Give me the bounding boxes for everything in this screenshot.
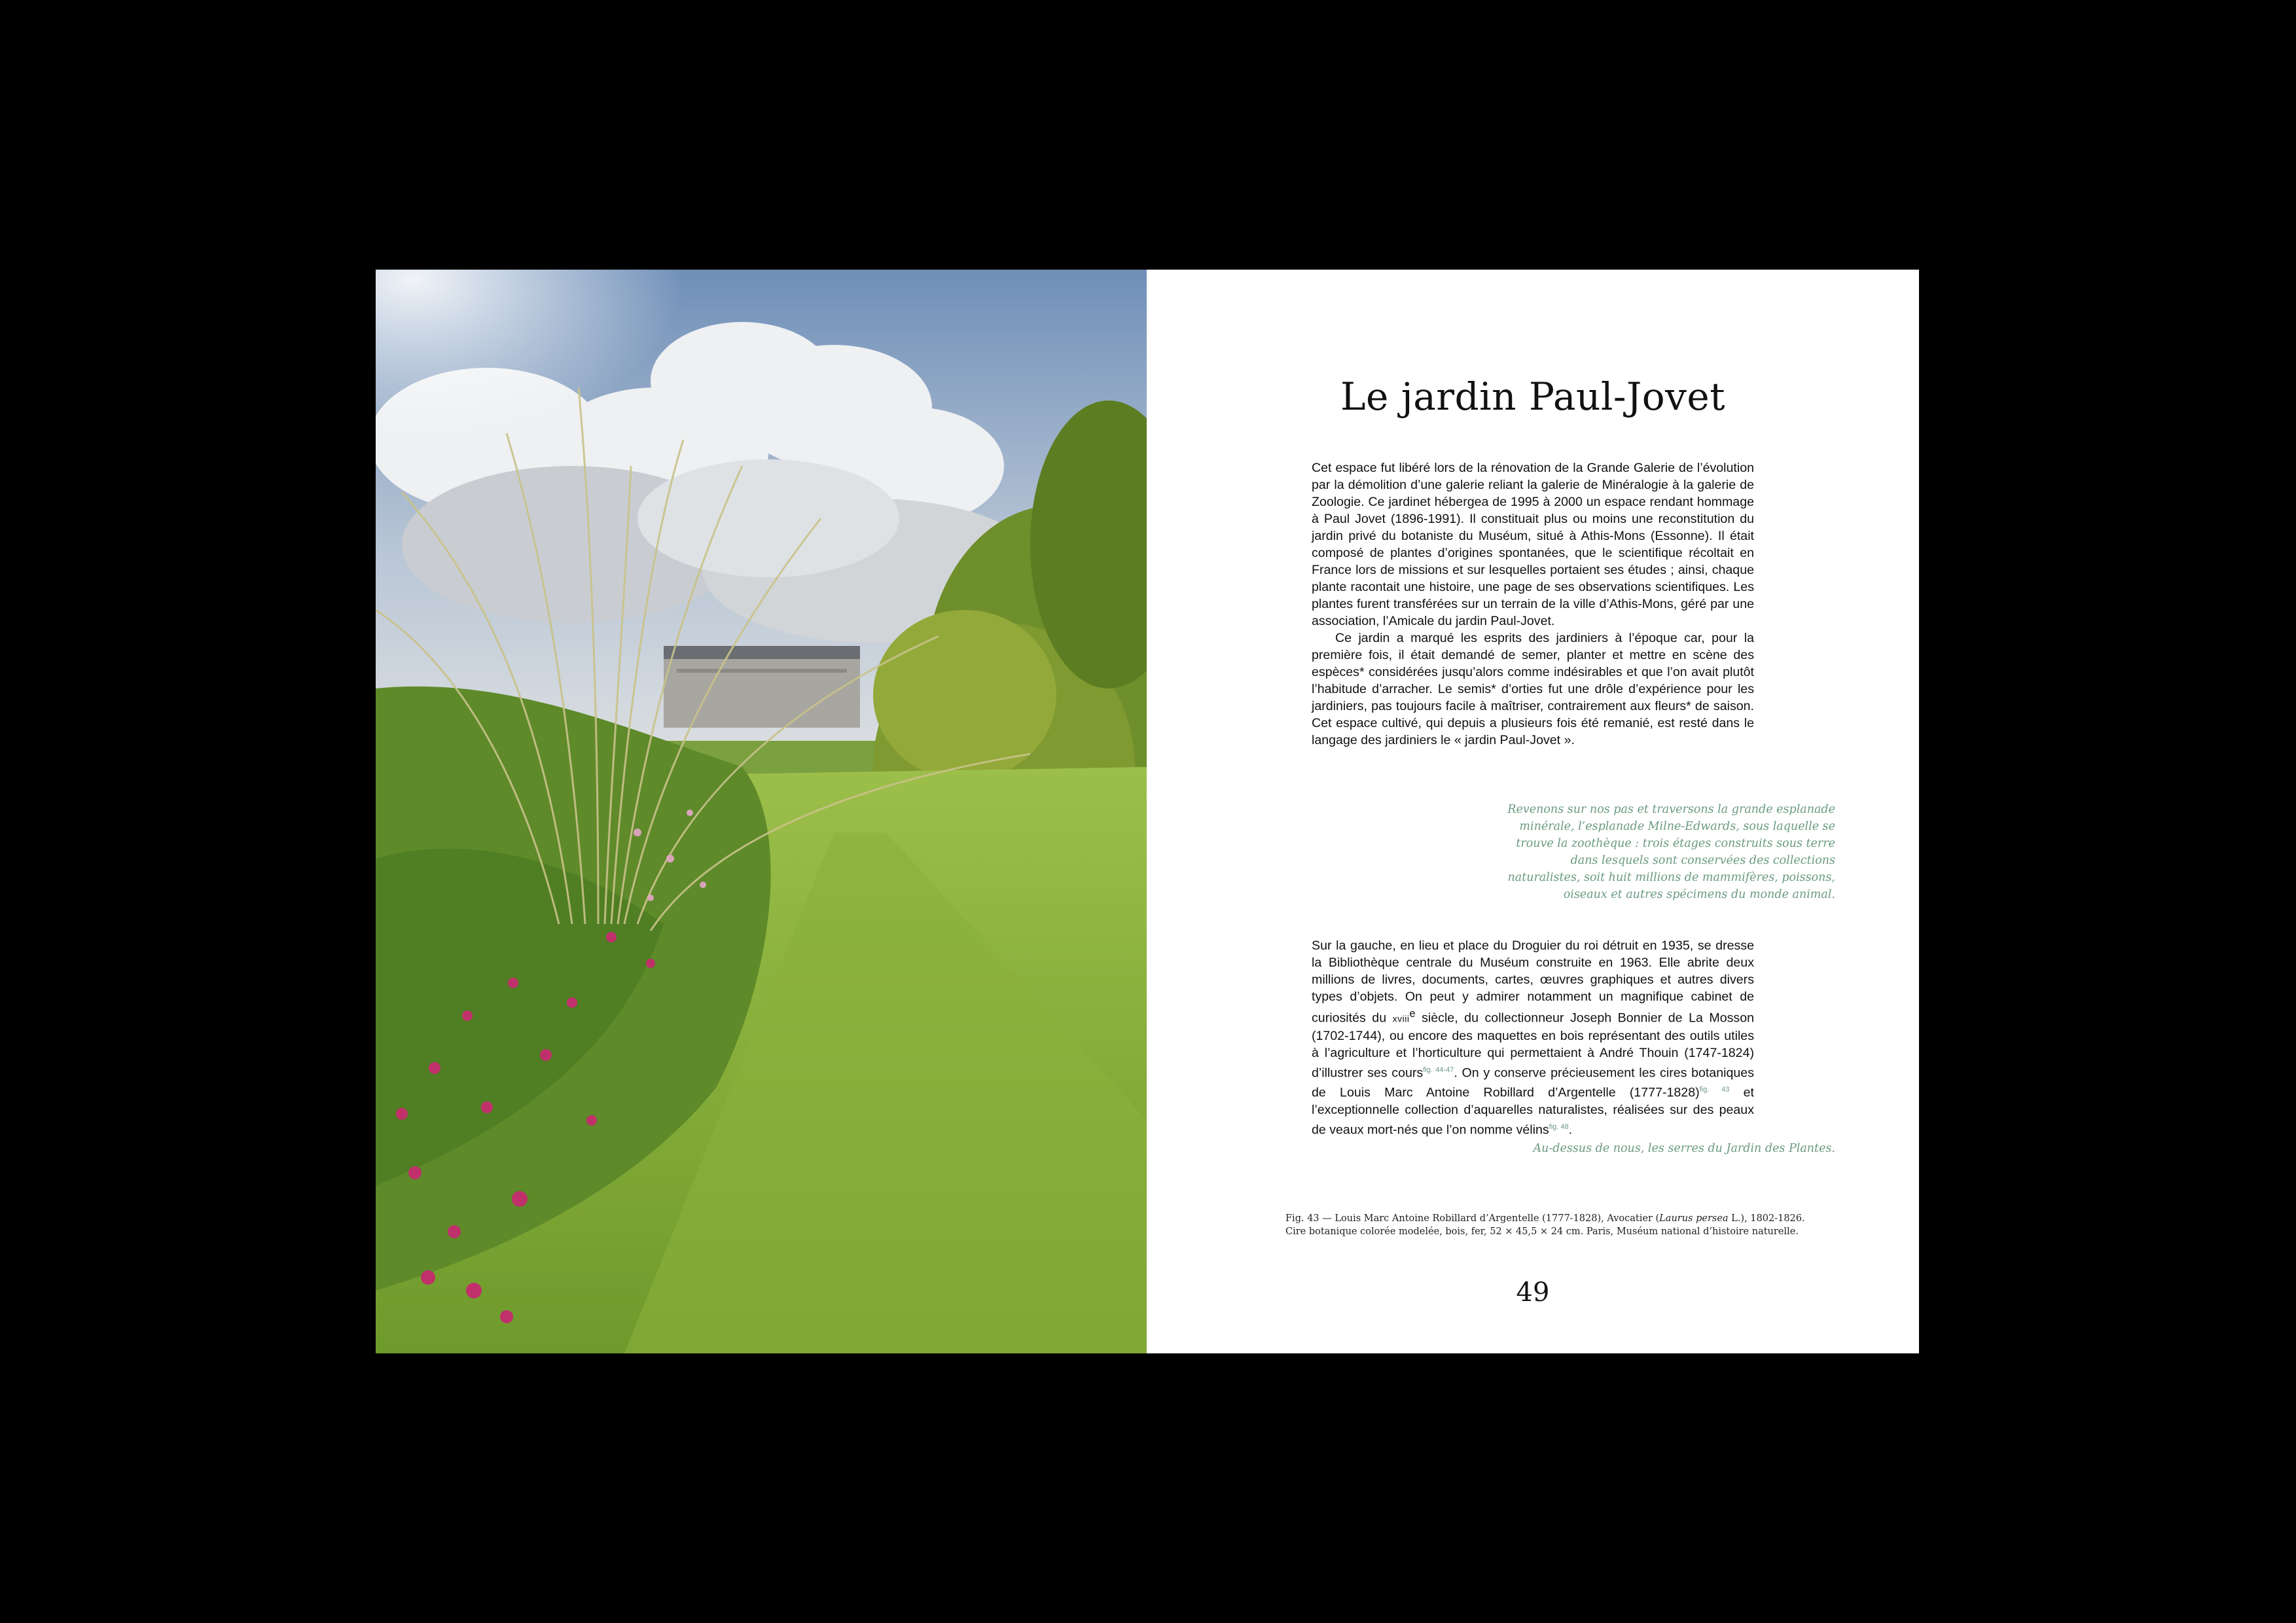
caption-line-1: Fig. 43 — Louis Marc Antoine Robillard d’Argentelle (1777-1828), Avocatier (Laurus persea L.), 1802-1826. [1285, 1213, 1805, 1224]
century-suffix: e [1409, 1008, 1416, 1020]
figure-ref-44-47: fig. 44-47 [1423, 1065, 1454, 1074]
text-page [1147, 270, 1919, 1353]
figure-ref-43: fig. 43 [1699, 1086, 1730, 1094]
garden-photo-illustration [376, 270, 1147, 1353]
figure-ref-48: fig. 48 [1549, 1122, 1569, 1131]
book-spread [376, 270, 1919, 1353]
garden-photo [376, 270, 1147, 1353]
page-number: 49 [1516, 1277, 1550, 1308]
pull-quote-esplanade: Revenons sur nos pas et traversons la grande esplanade minérale, l’esplanade Milne-Edwards, sous laquelle se trouve la zoothèque : trois étages construits sous terre dans lesquels sont conservées des collections naturalistes, soit huit millions de mammifères, poissons, oiseaux et autres spécimens du monde animal. [1507, 803, 1835, 901]
paragraph-3: Sur la gauche, en lieu et place du Droguier du roi détruit en 1935, se dresse la Bibliothèque centrale du Muséum construite en 1963. Elle abrite deux millions de livres, documents, cartes, œuvres graphiques et autres divers types d’objets. On peut y admirer notamment un magnifique cabinet de curiosités du xviii$^e$ siècle, du collectionneur Joseph Bonnier de La Mosson (1702-1744), ou encore des maquettes en bois représentant des outils utiles à l’agriculture et l’horticulture qui permettaient à André Thouin (1747-1824) d’illustrer ses cours$^{fig. 44-47}$. On y conserve précieusement les cires botaniques de Louis Marc Antoine Robillard d’Argentelle (1777-1828)$^{fig. 43}$ et l’exceptionnelle collection d’aquarelles naturalistes, réalisées sur des peaux de veaux mort-nés que l’on nomme vélins$^{fig. 48}$. [1312, 938, 1755, 1137]
caption-line-2: Cire botanique colorée modelée, bois, fer, 52 × 45,5 × 24 cm. Paris, Muséum national d’histoire naturelle. [1285, 1226, 1799, 1237]
pull-quote-serres: Au-dessus de nous, les serres du Jardin des Plantes. [1533, 1142, 1835, 1155]
paragraph-1: Cet espace fut libéré lors de la rénovation de la Grande Galerie de l’évolution par la démolition d’une galerie reliant la galerie de Minéralogie à la galerie de Zoologie. Ce jardinet hébergea de 1995 à 2000 un espace rendant hommage à Paul Jovet (1896-1991). Il constituait plus ou moins une reconstitution du jardin privé du botaniste du Muséum, situé à Athis-Mons (Essonne). Il était composé de plantes d’origines spontanées, que le scientifique récoltait en France lors de missions et sur lesquelles portaient ses études ; ainsi, chaque plante racontait une histoire, une page de ses observations scientifiques. Les plantes furent transférées sur un terrain de la ville d’Athis-Mons, géré par une association, l’Amicale du jardin Paul-Jovet. [1312, 461, 1754, 628]
century-numeral: xviii [1392, 1013, 1410, 1024]
figure-caption [1285, 1212, 1809, 1238]
body-text-top [1312, 459, 1754, 749]
paragraph-2: Ce jardin a marqué les esprits des jardiniers à l’époque car, pour la première fois, il était demandé de semer, planter et mettre en scène des espèces* considérées jusqu’alors comme indésirables et que l’on avait plutôt l’habitude d’arracher. Le semis* d’orties fut une drôle d’expérience pour les jardiniers, pas toujours facile à maîtriser, contrairement aux fleurs* de saison. Cet espace cultivé, qui depuis a plusieurs fois été remanié, est resté dans le langage des jardiniers le « jardin Paul-Jovet ». [1312, 631, 1754, 747]
body-text-bottom [1312, 937, 1754, 1138]
museum-building [664, 646, 860, 728]
page-title: Le jardin Paul-Jovet [1340, 374, 1726, 419]
